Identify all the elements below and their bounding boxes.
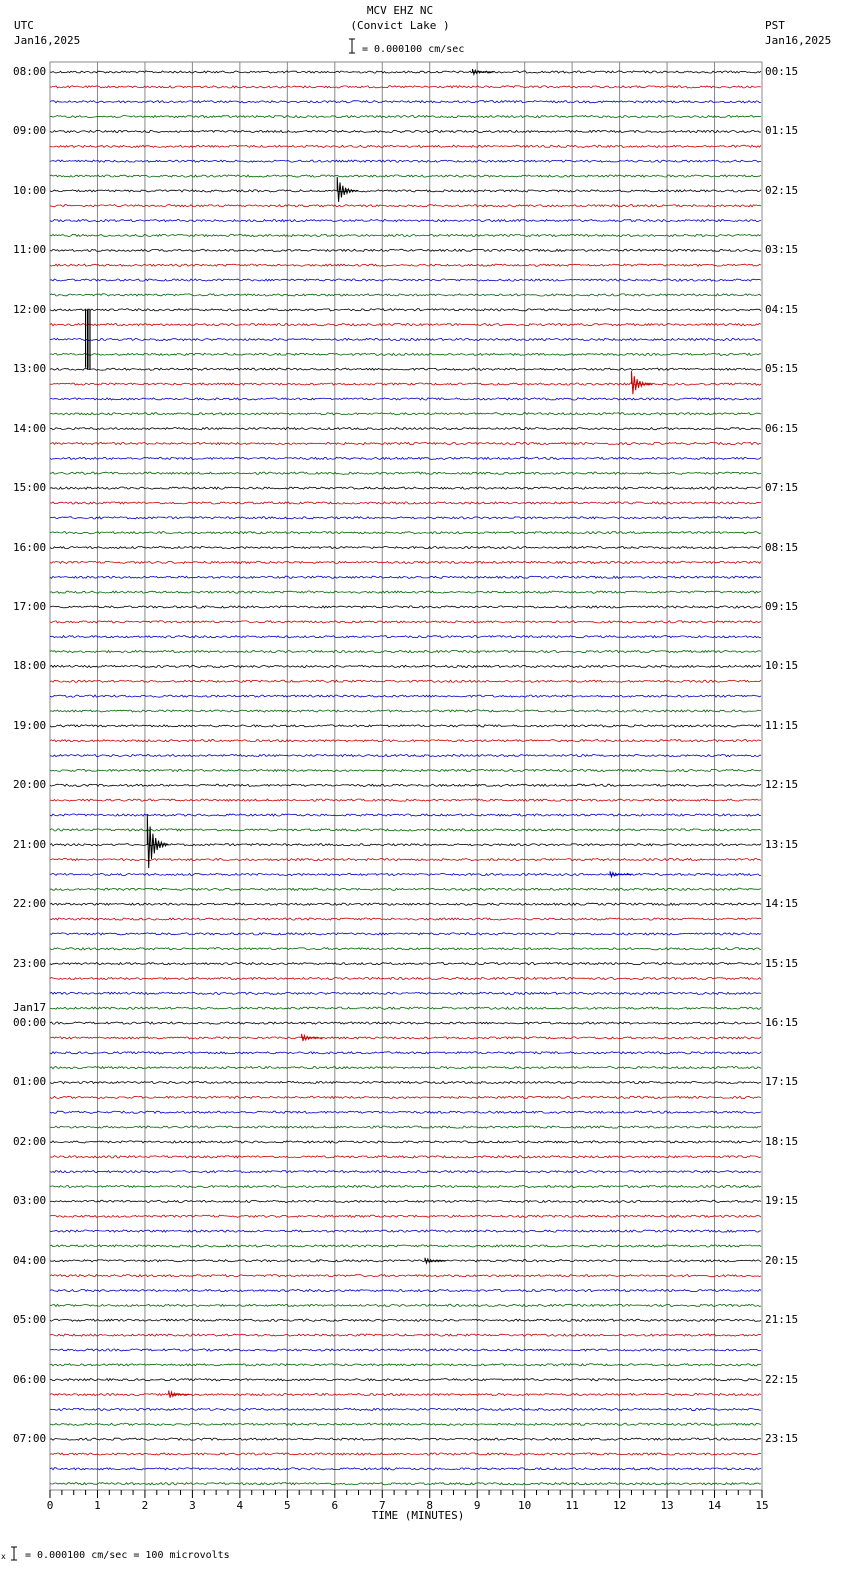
seismic-trace [50, 442, 761, 444]
seismic-trace [50, 859, 761, 861]
seismic-trace [50, 636, 761, 638]
utc-hour-label: 02:00 [13, 1134, 47, 1148]
seismic-trace [50, 101, 761, 103]
pst-hour-label: 22:15 [765, 1372, 799, 1386]
event-burst [88, 309, 90, 370]
pst-hour-label: 02:15 [765, 183, 799, 197]
event-burst [337, 177, 358, 202]
tick-label: 0 [46, 1499, 54, 1512]
seismic-trace [50, 160, 761, 162]
seismic-trace [50, 294, 761, 296]
event-waveform [169, 1391, 190, 1398]
event-waveform [632, 371, 653, 394]
right-date: Jan16,2025 [765, 34, 832, 47]
seismic-trace [50, 338, 761, 340]
seismic-trace [50, 1423, 761, 1425]
tick-label: 2 [141, 1499, 149, 1512]
seismic-trace [50, 1349, 761, 1351]
seismic-trace [50, 1007, 761, 1009]
seismic-trace [50, 1111, 761, 1113]
tick-label: 5 [284, 1499, 291, 1512]
utc-hour-label: 09:00 [13, 124, 47, 138]
seismic-trace [50, 1289, 761, 1291]
scale-label: = 0.000100 cm/sec [362, 44, 465, 55]
seismic-trace [50, 769, 761, 771]
event-waveform [302, 1034, 323, 1041]
pst-hour-label: 01:15 [765, 124, 799, 138]
seismic-trace [50, 1171, 761, 1173]
event-burst [632, 371, 653, 394]
utc-hour-label: 15:00 [13, 481, 47, 495]
seismic-trace [50, 576, 761, 578]
utc-hour-label: 17:00 [13, 599, 47, 613]
seismic-trace [50, 1215, 761, 1217]
pst-hour-label: 10:15 [765, 659, 799, 673]
utc-hour-label: 03:00 [13, 1194, 47, 1208]
seismic-trace [50, 665, 761, 667]
utc-hour-label: 13:00 [13, 362, 47, 376]
pst-hour-label: 09:15 [765, 599, 799, 613]
event-waveform [337, 177, 358, 202]
seismic-trace [50, 1245, 761, 1247]
seismic-trace [50, 1334, 761, 1336]
seismic-trace [50, 873, 761, 875]
event-burst [610, 871, 631, 876]
seismic-trace [50, 472, 761, 474]
seismic-trace [50, 948, 761, 950]
utc-hour-label: 08:00 [13, 65, 47, 78]
seismic-trace [50, 680, 761, 682]
seismic-trace [50, 695, 761, 697]
seismic-trace [50, 1438, 761, 1440]
seismic-trace [50, 1275, 761, 1277]
utc-hour-label: 12:00 [13, 302, 47, 316]
seismic-trace [50, 710, 761, 712]
trace-group [50, 71, 761, 1485]
seismic-trace [50, 1052, 761, 1054]
seismic-trace [50, 428, 761, 430]
pst-hour-label: 12:15 [765, 778, 799, 792]
date-change-label: Jan17 [13, 1001, 47, 1015]
utc-hour-label: 20:00 [13, 778, 47, 792]
tick-label: 12 [612, 1499, 627, 1512]
x-axis-title: TIME (MINUTES) [371, 1509, 465, 1522]
left-timezone: UTC [14, 19, 34, 32]
seismic-trace [50, 130, 761, 132]
station-title: MCV EHZ NC [366, 4, 434, 17]
utc-hour-label: 04:00 [13, 1253, 47, 1267]
utc-hour-label: 14:00 [13, 421, 47, 435]
seismic-trace [50, 116, 761, 118]
pst-hour-label: 08:15 [765, 540, 799, 554]
pst-hour-label: 19:15 [765, 1194, 799, 1208]
event-burst [302, 1034, 323, 1041]
station-location: (Convict Lake ) [350, 19, 450, 32]
event-burst [473, 69, 494, 74]
footer-marker: x [1, 1552, 6, 1561]
seismic-trace [50, 487, 761, 489]
seismic-trace [50, 1379, 761, 1381]
seismic-trace [50, 591, 761, 593]
seismic-trace [50, 368, 761, 370]
tick-label: 4 [236, 1499, 244, 1512]
right-timezone: PST [765, 19, 785, 32]
seismic-trace [50, 1230, 761, 1232]
seismic-trace [50, 918, 761, 920]
tick-label: 11 [565, 1499, 579, 1512]
seismic-trace [50, 205, 761, 207]
seismic-trace [50, 413, 761, 415]
left-date: Jan16,2025 [14, 34, 81, 47]
seismic-trace [50, 383, 761, 385]
event-burst [169, 1391, 190, 1398]
seismic-trace [50, 1067, 761, 1069]
utc-hour-label: 01:00 [13, 1075, 47, 1089]
pst-hour-label: 18:15 [765, 1134, 799, 1148]
footer-scale-note: = 0.000100 cm/sec = 100 microvolts [25, 1550, 230, 1561]
pst-hour-label: 11:15 [765, 718, 799, 732]
seismic-trace [50, 903, 761, 905]
seismic-trace [50, 1468, 761, 1470]
scale-bar-icon [349, 39, 355, 53]
seismic-trace [50, 71, 761, 73]
pst-hour-label: 04:15 [765, 302, 799, 316]
pst-hour-label: 17:15 [765, 1075, 799, 1089]
utc-hour-label: 11:00 [13, 243, 47, 257]
seismic-trace [50, 992, 761, 994]
pst-hour-label: 23:15 [765, 1432, 799, 1446]
pst-hour-label: 21:15 [765, 1313, 799, 1327]
utc-hour-label: 05:00 [13, 1313, 47, 1327]
seismic-trace [50, 1200, 761, 1202]
seismic-trace [50, 799, 761, 801]
utc-hour-label: 16:00 [13, 540, 47, 554]
event-burst [425, 1258, 446, 1263]
tick-label: 6 [331, 1499, 339, 1512]
utc-hour-label: 10:00 [13, 183, 47, 197]
seismic-trace [50, 1096, 761, 1098]
seismic-trace [50, 1156, 761, 1158]
seismic-trace [50, 1364, 761, 1366]
seismic-trace [50, 1483, 761, 1485]
seismic-trace [50, 517, 761, 519]
seismic-trace [50, 1081, 761, 1083]
seismic-trace [50, 264, 761, 266]
tick-label: 8 [426, 1499, 434, 1512]
seismic-trace [50, 398, 761, 400]
pst-hour-label: 20:15 [765, 1253, 799, 1267]
event-waveform [610, 871, 631, 876]
seismic-trace [50, 1022, 761, 1024]
seismic-trace [50, 1037, 761, 1039]
seismic-trace [50, 86, 761, 88]
seismic-trace [50, 963, 761, 965]
seismic-trace [50, 814, 761, 816]
tick-label: 15 [755, 1499, 769, 1512]
seismic-trace [50, 190, 761, 192]
pst-hour-label: 16:15 [765, 1016, 799, 1030]
utc-hour-label: 22:00 [13, 897, 47, 911]
seismic-trace [50, 1126, 761, 1128]
seismic-trace [50, 621, 761, 623]
pst-hour-label: 06:15 [765, 421, 799, 435]
seismic-trace [50, 888, 761, 890]
seismic-trace [50, 220, 761, 222]
seismic-trace [50, 1408, 761, 1410]
utc-hour-label: 23:00 [13, 956, 47, 970]
utc-hour-label: 07:00 [13, 1432, 47, 1446]
utc-hour-label: 00:00 [13, 1016, 47, 1030]
seismic-trace [50, 279, 761, 281]
seismic-trace [50, 755, 761, 757]
tick-label: 10 [518, 1499, 532, 1512]
seismic-trace [50, 725, 761, 727]
tick-label: 1 [94, 1499, 101, 1512]
pst-hour-label: 00:15 [765, 65, 799, 78]
pst-hour-label: 03:15 [765, 243, 799, 257]
pst-hour-label: 13:15 [765, 837, 799, 851]
event-waveform [425, 1258, 446, 1263]
seismic-trace [50, 249, 761, 251]
tick-label: 9 [473, 1499, 481, 1512]
seismic-trace [50, 1141, 761, 1143]
seismic-trace [50, 829, 761, 831]
seismic-trace [50, 546, 761, 548]
seismic-trace [50, 1304, 761, 1306]
seismic-trace [50, 175, 761, 177]
seismic-trace [50, 933, 761, 935]
seismic-trace [50, 353, 761, 355]
seismic-trace [50, 1453, 761, 1455]
seismic-trace [50, 1185, 761, 1187]
seismic-trace [50, 784, 761, 786]
seismic-trace [50, 740, 761, 742]
tick-label: 13 [660, 1499, 674, 1512]
utc-hour-label: 19:00 [13, 718, 47, 732]
utc-hour-label: 18:00 [13, 659, 47, 673]
seismic-trace [50, 561, 761, 563]
seismic-trace [50, 234, 761, 236]
seismic-trace [50, 309, 761, 311]
event-group [86, 69, 653, 1398]
seismic-trace [50, 1260, 761, 1262]
pst-hour-label: 15:15 [765, 956, 799, 970]
tick-label: 7 [378, 1499, 386, 1512]
seismic-trace [50, 145, 761, 147]
event-waveform [473, 69, 494, 74]
seismic-trace [50, 977, 761, 979]
pst-hour-label: 05:15 [765, 362, 799, 376]
seismic-trace [50, 502, 761, 504]
seismic-trace [50, 650, 761, 652]
seismic-trace [50, 606, 761, 608]
seismic-trace [50, 457, 761, 459]
utc-hour-label: 06:00 [13, 1372, 47, 1386]
footer-scale-bar-icon [11, 1547, 17, 1560]
seismic-trace [50, 1393, 761, 1395]
seismic-trace [50, 324, 761, 326]
seismic-trace [50, 1319, 761, 1321]
utc-hour-label: 21:00 [13, 837, 47, 851]
tick-label: 3 [189, 1499, 196, 1512]
seismic-trace [50, 532, 761, 534]
pst-hour-label: 07:15 [765, 481, 799, 495]
pst-hour-label: 14:15 [765, 897, 799, 911]
tick-label: 14 [707, 1499, 722, 1512]
